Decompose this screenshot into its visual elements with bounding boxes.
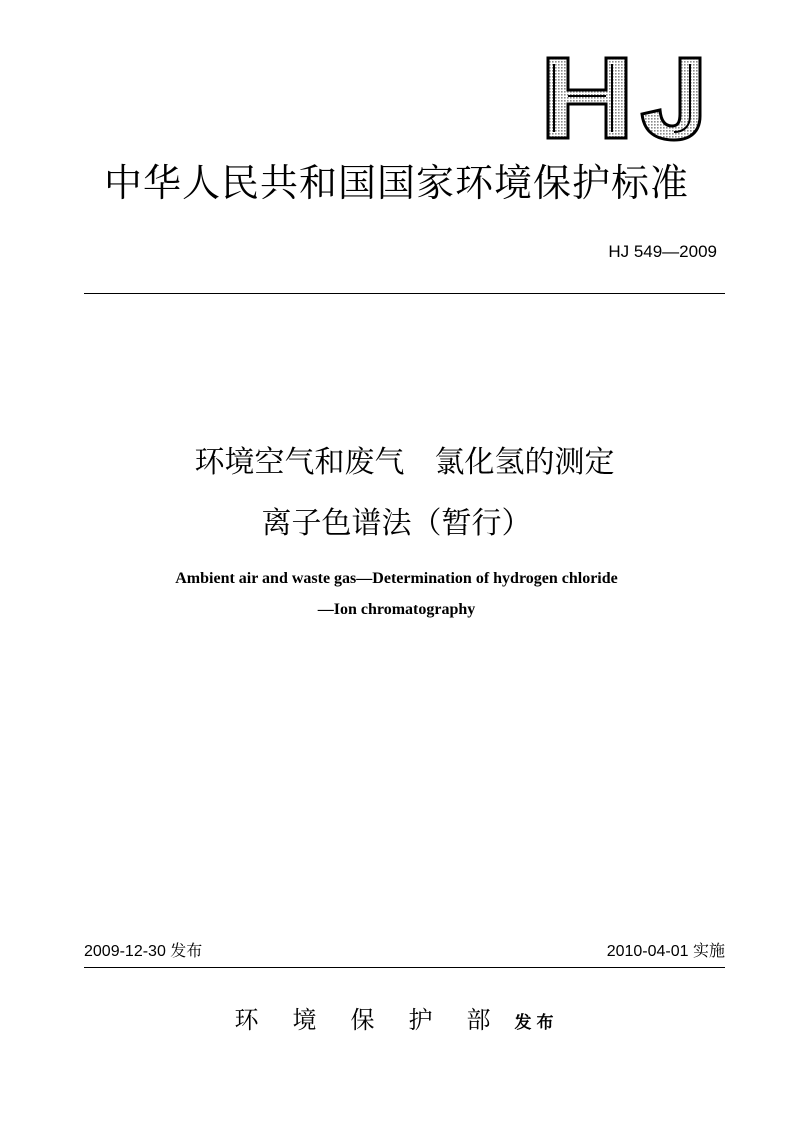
hj-logo-text: HJ [540,52,542,53]
hj-logo-graphic [540,52,710,144]
publisher-action: 发布 [514,1013,559,1033]
issue-date: 2009-12-30 发布 [84,943,203,960]
effective-date: 2010-04-01 实施 [606,943,725,960]
bottom-divider [84,967,725,968]
standard-number: HJ 549—2009 [608,242,717,261]
chinese-title-line-2: 离子色谱法（暂行） [261,506,532,541]
standard-category-title: 中华人民共和国国家环境保护标准 [103,161,689,205]
english-title-line-2: —Ion chromatography [317,601,476,618]
publisher-line [0,1004,793,1039]
top-divider [84,293,725,294]
hj-logo [540,52,710,144]
publisher-name: 环境保护部 [234,1006,525,1034]
english-title-line-1: Ambient air and waste gas—Determination of hydrogen chloride [175,570,618,587]
chinese-title-line-1: 环境空气和废气 氯化氢的测定 [194,445,615,480]
